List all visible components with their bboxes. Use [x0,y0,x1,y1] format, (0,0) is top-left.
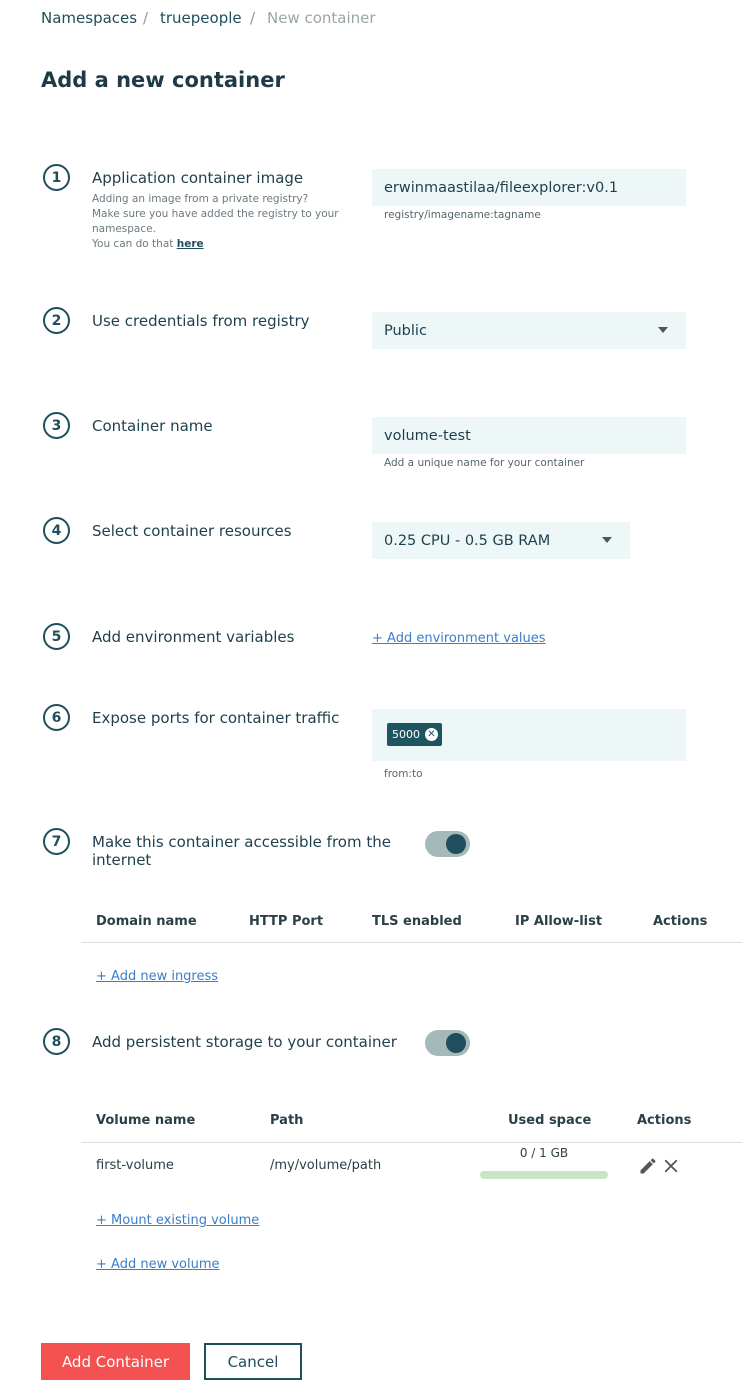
remove-chip-icon[interactable]: ✕ [425,728,438,741]
resources-select[interactable] [372,522,630,559]
port-chip [387,723,442,746]
storage-toggle[interactable] [425,1030,470,1056]
mount-existing-volume-link[interactable]: + Mount existing volume [96,1213,260,1228]
resources-selected-value: 0.25 CPU - 0.5 GB RAM [384,532,551,549]
add-new-volume-link[interactable]: + Add new volume [96,1257,220,1272]
add-new-ingress-link[interactable]: + Add new ingress [96,969,219,984]
step-number-1: 1 [43,164,70,191]
step-label-storage: Add persistent storage to your container [92,1033,397,1051]
hint-line: Adding an image from a private registry? [92,193,309,205]
breadcrumb-separator: / [250,9,256,27]
step-label-container-name: Container name [92,417,213,435]
page-title: Add a new container [41,68,285,92]
step-number-5: 5 [43,623,70,650]
step-label-ingress [92,833,391,869]
step-label-resources: Select container resources [92,522,292,540]
chevron-down-icon [658,327,668,333]
image-hint [92,192,339,252]
table-divider [81,942,742,943]
step-number-3: 3 [43,412,70,439]
port-chip-label: 5000 [392,728,420,741]
column-header-path: Path [270,1113,304,1128]
used-space-label: 0 / 1 GB [519,1146,569,1160]
column-header-tls: TLS enabled [372,914,462,929]
label-line: Make this container accessible from the [92,833,391,851]
step-label-ports: Expose ports for container traffic [92,709,340,727]
column-header-http-port: HTTP Port [249,914,324,929]
registry-here-link[interactable]: here [176,238,204,250]
toggle-knob [446,834,466,854]
step-label-image: Application container image [92,169,304,187]
breadcrumb-separator: / [143,9,149,27]
step-label-credentials: Use credentials from registry [92,312,310,330]
hint-line: Make sure you have added the registry to your [92,208,339,220]
add-environment-values-link[interactable]: + Add environment values [372,631,546,646]
chevron-down-icon [602,537,612,543]
container-name-hint: Add a unique name for your container [384,457,585,469]
image-input[interactable]: erwinmaastilaa/fileexplorer:v0.1 [372,169,686,206]
container-name-input[interactable]: volume-test [372,417,686,454]
column-header-actions: Actions [637,1113,692,1128]
ports-input[interactable] [372,709,686,761]
volume-path-cell: /my/volume/path [270,1158,382,1173]
label-line: internet [92,851,152,869]
column-header-volume-name: Volume name [96,1113,196,1128]
step-number-7: 7 [43,828,70,855]
ingress-toggle[interactable] [425,831,470,857]
credentials-select[interactable] [372,312,686,349]
ports-format-hint: from:to [384,768,423,780]
credentials-selected-value: Public [384,322,427,339]
table-divider [81,1142,742,1143]
hint-line: namespace. [92,223,156,235]
breadcrumb-current: New container [267,9,376,27]
column-header-ip-allow: IP Allow-list [515,914,603,929]
breadcrumb-truepeople[interactable]: truepeople [160,9,242,27]
step-number-8: 8 [43,1028,70,1055]
column-header-used-space: Used space [508,1113,592,1128]
used-space-bar [480,1171,608,1179]
edit-pencil-icon[interactable] [638,1156,658,1176]
close-icon[interactable] [662,1157,680,1175]
step-label-env: Add environment variables [92,628,295,646]
volume-name-cell: first-volume [96,1158,174,1173]
add-container-button[interactable]: Add Container [41,1343,190,1380]
image-format-hint: registry/imagename:tagname [384,209,541,221]
column-header-actions: Actions [653,914,708,929]
toggle-knob [446,1033,466,1053]
hint-line [92,237,339,252]
step-number-6: 6 [43,704,70,731]
cancel-button[interactable]: Cancel [204,1343,302,1380]
step-number-4: 4 [43,517,70,544]
hint-prefix: You can do that [92,238,177,250]
breadcrumb-namespaces[interactable]: Namespaces [41,9,138,27]
step-number-2: 2 [43,307,70,334]
column-header-domain: Domain name [96,914,197,929]
